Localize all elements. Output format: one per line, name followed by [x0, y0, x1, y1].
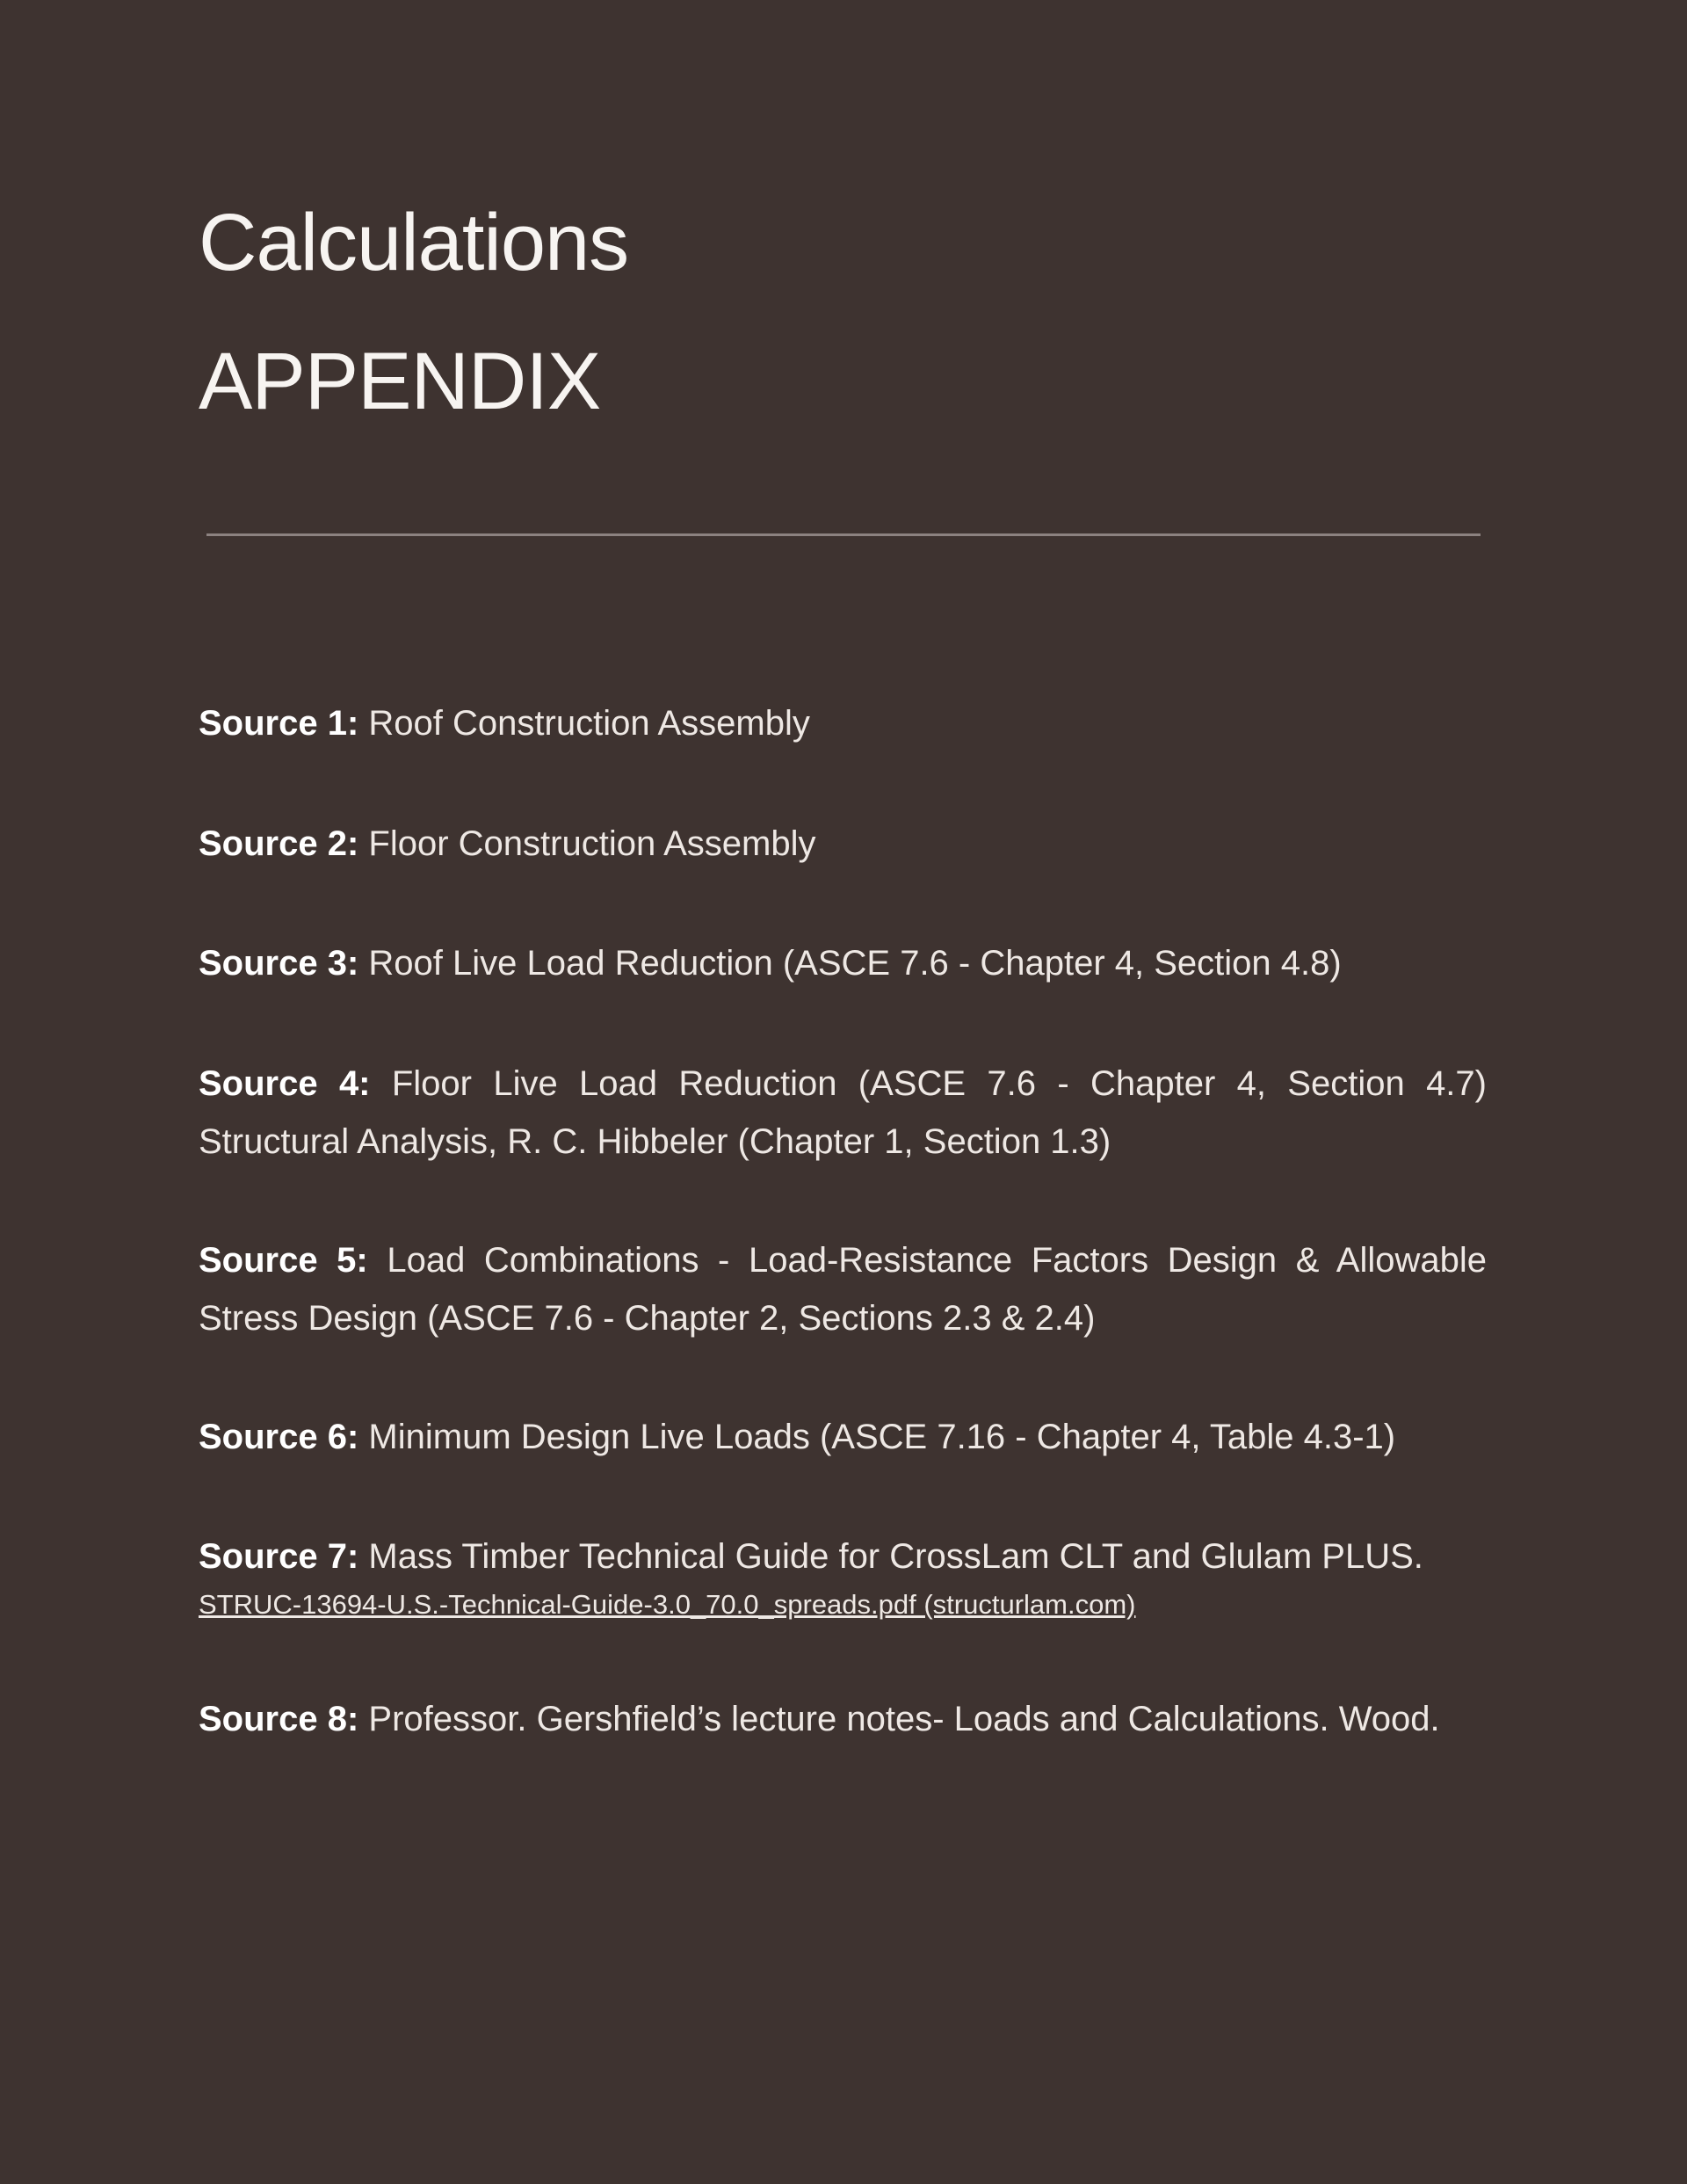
source-text: Load Combinations - Load-Resistance Factors Design & Allowable Stress Design (ASCE 7.6 - Chapter 2, Sections 2.3 & 2.4)	[199, 1241, 1487, 1338]
source-text: Mass Timber Technical Guide for CrossLam CLT and Glulam PLUS.	[358, 1537, 1423, 1576]
source-item-8	[199, 1690, 1440, 1748]
source-label: Source 5:	[199, 1241, 368, 1280]
source-text: Floor Construction Assembly	[358, 824, 816, 863]
source-label: Source 6:	[199, 1418, 359, 1456]
source-item-1	[199, 694, 810, 752]
page-title: Calculations	[199, 198, 629, 287]
source-label: Source 8:	[199, 1700, 359, 1738]
source-text: Minimum Design Live Loads (ASCE 7.16 - Chapter 4, Table 4.3-1)	[358, 1418, 1396, 1456]
source-label: Source 1:	[199, 704, 359, 743]
source-label: Source 3:	[199, 944, 359, 983]
source-item-2	[199, 815, 816, 873]
source-item-6	[199, 1408, 1395, 1466]
source-item-5	[199, 1231, 1487, 1347]
source-item-4	[199, 1055, 1487, 1171]
source-text: Floor Live Load Reduction (ASCE 7.6 - Chapter 4, Section 4.7) Structural Analysis, R. C. Hibbeler (Chapter 1, Section 1.3)	[199, 1064, 1487, 1161]
section-divider	[206, 533, 1481, 536]
source-text: Roof Live Load Reduction (ASCE 7.6 - Chapter 4, Section 4.8)	[358, 944, 1342, 983]
page-subtitle: APPENDIX	[199, 337, 601, 426]
source-label: Source 4:	[199, 1064, 371, 1103]
source-text: Professor. Gershfield’s lecture notes- Loads and Calculations. Wood.	[358, 1700, 1440, 1738]
source-text: Roof Construction Assembly	[358, 704, 810, 743]
source-link[interactable]: STRUC-13694-U.S.-Technical-Guide-3.0_70.0_spreads.pdf (structurlam.com)	[199, 1589, 1136, 1620]
source-label: Source 7:	[199, 1537, 359, 1576]
source-item-3	[199, 934, 1342, 992]
source-label: Source 2:	[199, 824, 359, 863]
source-item-7	[199, 1527, 1487, 1624]
